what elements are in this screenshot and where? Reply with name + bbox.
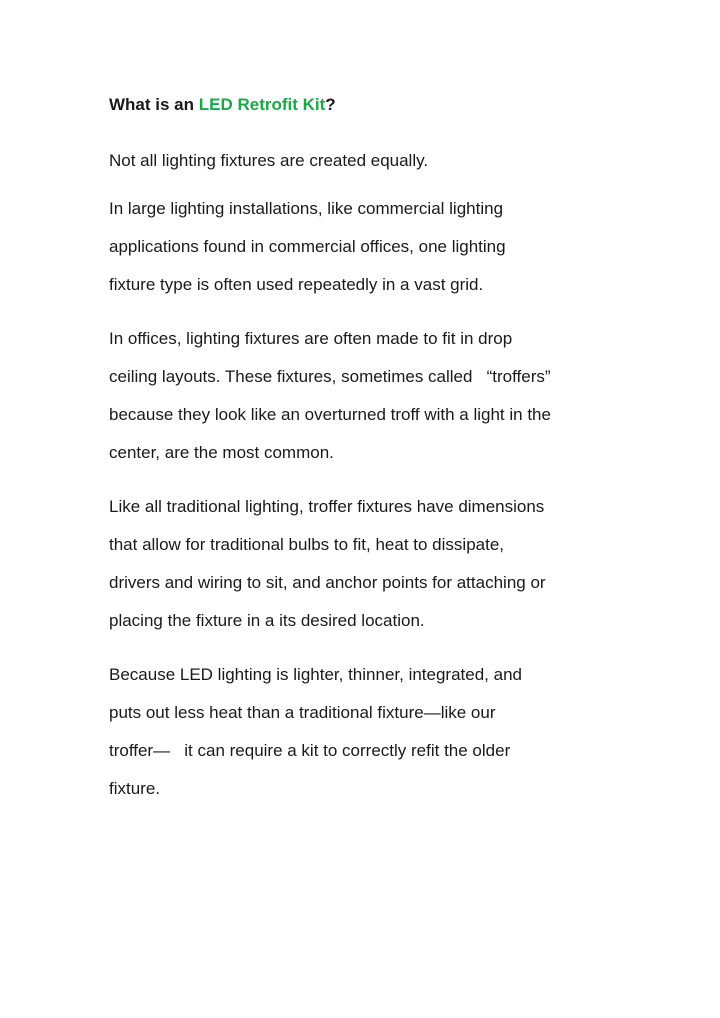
paragraph-line: center, are the most common. xyxy=(109,443,334,462)
paragraph-line: because they look like an overturned troff with a light in the xyxy=(109,405,551,424)
paragraph-line: fixture type is often used repeatedly in a vast grid. xyxy=(109,275,484,294)
paragraph-installations xyxy=(109,197,669,311)
paragraph-line: drivers and wiring to sit, and anchor points for attaching or xyxy=(109,573,546,592)
document-body xyxy=(109,93,669,815)
paragraph-intro xyxy=(109,149,669,181)
paragraph-line: Like all traditional lighting, troffer fixtures have dimensions xyxy=(109,497,545,516)
paragraph-line: fixture. xyxy=(109,779,161,798)
page-title xyxy=(109,93,669,117)
paragraph-line: ceiling layouts. These fixtures, sometimes called “troffers” xyxy=(109,367,551,386)
paragraph-line: In offices, lighting fixtures are often made to fit in drop xyxy=(109,329,513,348)
paragraph-line: In large lighting installations, like commercial lighting xyxy=(109,199,504,218)
paragraph-line: applications found in commercial offices, one lighting xyxy=(109,237,506,256)
paragraph-offices xyxy=(109,327,669,479)
paragraph-line: placing the fixture in a its desired location. xyxy=(109,611,425,630)
paragraph-line: Because LED lighting is lighter, thinner, integrated, and xyxy=(109,665,522,684)
paragraph-line: troffer— it can require a kit to correctly refit the older xyxy=(109,741,511,760)
title-highlight: LED Retrofit Kit xyxy=(198,95,326,114)
paragraph-led xyxy=(109,663,669,815)
paragraph-line: Not all lighting fixtures are created equally. xyxy=(109,151,429,170)
title-prefix: What is an xyxy=(109,95,199,114)
title-suffix: ? xyxy=(325,95,336,114)
paragraph-dimensions xyxy=(109,495,669,647)
paragraph-line: that allow for traditional bulbs to fit, heat to dissipate, xyxy=(109,535,505,554)
paragraph-line: puts out less heat than a traditional fixture—like our xyxy=(109,703,496,722)
